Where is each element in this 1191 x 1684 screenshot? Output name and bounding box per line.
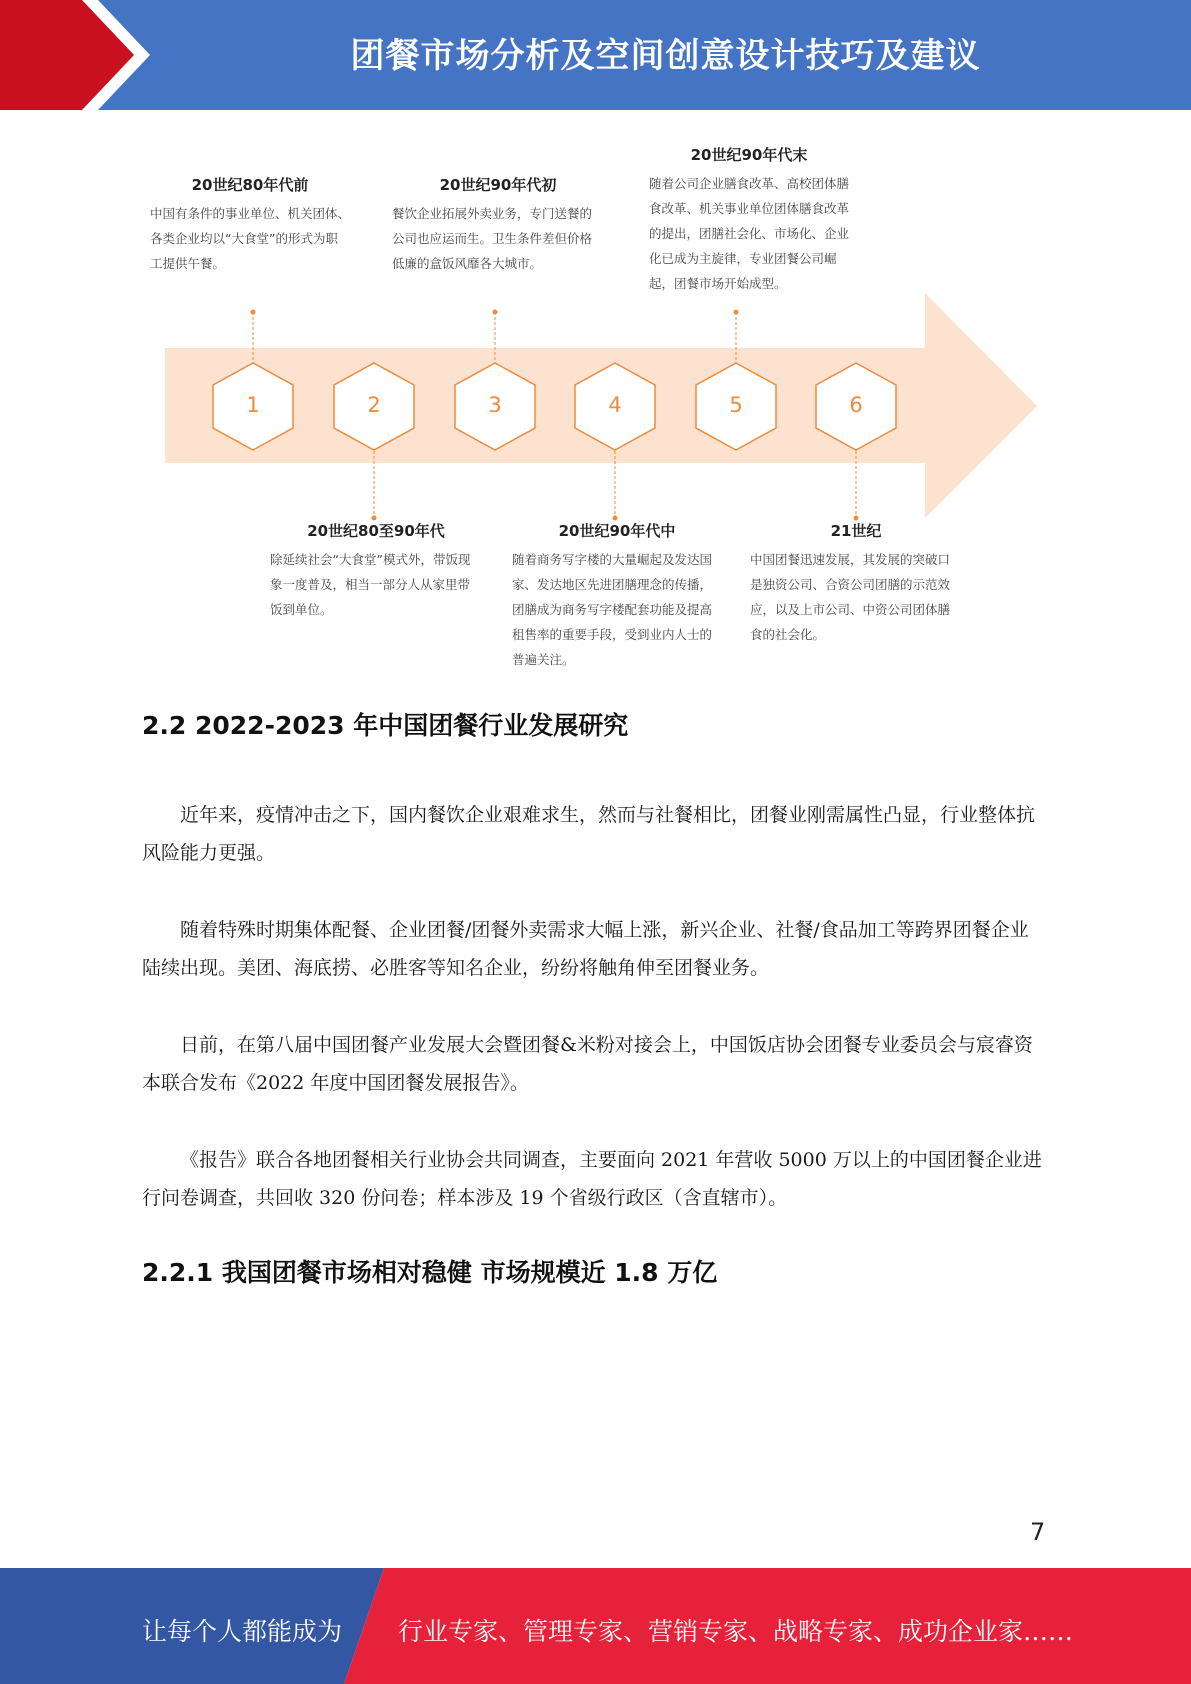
step-text: 中国团餐迅速发展，其发展的突破口是独资公司、合资公司团膳的示范效应，以及上市公司、中资公司团体膳食的社会化。 xyxy=(750,552,951,642)
footer-slogan-right: 行业专家、管理专家、营销专家、战略专家、成功企业家…… xyxy=(398,1617,1074,1646)
paragraph-3: 日前，在第八届中国团餐产业发展大会暨团餐&米粉对接会上，中国饭店协会团餐专业委员会与宸睿资本联合发布《2022 年度中国团餐发展报告》。 xyxy=(142,1034,1033,1094)
timeline-step-6 xyxy=(750,520,962,647)
step-text: 除延续社会“大食堂”模式外，带饭现象一度普及，相当一部分人从家里带饭到单位。 xyxy=(270,552,471,617)
step-title: 20世纪90年代初 xyxy=(439,176,557,194)
paragraph-2: 随着特殊时期集体配餐、企业团餐/团餐外卖需求大幅上涨，新兴企业、社餐/食品加工等跨界团餐企业陆续出现。美团、海底捞、必胜客等知名企业，纷纷将触角伸至团餐业务。 xyxy=(142,919,1029,979)
document-title: 团餐市场分析及空间创意设计技巧及建议 xyxy=(350,36,981,76)
step-number-4: 4 xyxy=(608,393,622,417)
step-number-3: 3 xyxy=(488,393,502,417)
timeline-step-2 xyxy=(270,520,482,622)
page-number: 7 xyxy=(1030,1518,1046,1546)
paragraph-1: 近年来，疫情冲击之下，国内餐饮企业艰难求生，然而与社餐相比，团餐业刚需属性凸显，行业整体抗风险能力更强。 xyxy=(142,804,1036,864)
footer-slogan-left: 让每个人都能成为 xyxy=(142,1617,343,1646)
section-heading: 2.2 2022-2023 年中国团餐行业发展研究 xyxy=(142,711,629,740)
footer-banner xyxy=(0,1568,1191,1684)
step-text: 随着商务写字楼的大量崛起及发达国家、发达地区先进团膳理念的传播，团膳成为商务写字楼配套功能及提高租售率的重要手段，受到业内人士的普遍关注。 xyxy=(512,552,713,667)
header-chevron-icon xyxy=(0,0,170,110)
step-number-2: 2 xyxy=(367,393,381,417)
timeline-figure xyxy=(140,138,1050,678)
step-title: 21世纪 xyxy=(830,522,882,540)
subsection-heading: 2.2.1 我国团餐市场相对稳健 市场规模近 1.8 万亿 xyxy=(142,1258,718,1287)
step-text: 中国有条件的事业单位、机关团体、各类企业均以“大食堂”的形式为职工提供午餐。 xyxy=(150,206,351,271)
step-title: 20世纪80至90年代 xyxy=(307,522,445,540)
timeline-step-3 xyxy=(392,174,604,276)
step-title: 20世纪90年代末 xyxy=(690,146,808,164)
timeline-step-1 xyxy=(150,174,350,276)
step-number-6: 6 xyxy=(849,393,863,417)
step-number-5: 5 xyxy=(729,393,743,417)
header-banner xyxy=(0,0,1191,110)
timeline-step-4 xyxy=(512,520,722,672)
paragraph-4: 《报告》联合各地团餐相关行业协会共同调查，主要面向 2021 年营收 5000 万以上的中国团餐企业进行问卷调查，共回收 320 份问卷；样本涉及 19 个省级行政区（含直辖市）。 xyxy=(142,1149,1042,1209)
step-text: 随着公司企业膳食改革、高校团体膳食改革、机关事业单位团体膳食改革的提出，团膳社会化、市场化、企业化已成为主旋律，专业团餐公司崛起，团餐市场开始成型。 xyxy=(649,176,850,291)
step-number-1: 1 xyxy=(246,393,260,417)
step-text: 餐饮企业拓展外卖业务，专门送餐的公司也应运而生。卫生条件差但价格低廉的盒饭风靡各大城市。 xyxy=(392,206,593,271)
step-title: 20世纪80年代前 xyxy=(191,176,309,194)
timeline-step-5 xyxy=(649,144,849,296)
step-title: 20世纪90年代中 xyxy=(558,522,676,540)
